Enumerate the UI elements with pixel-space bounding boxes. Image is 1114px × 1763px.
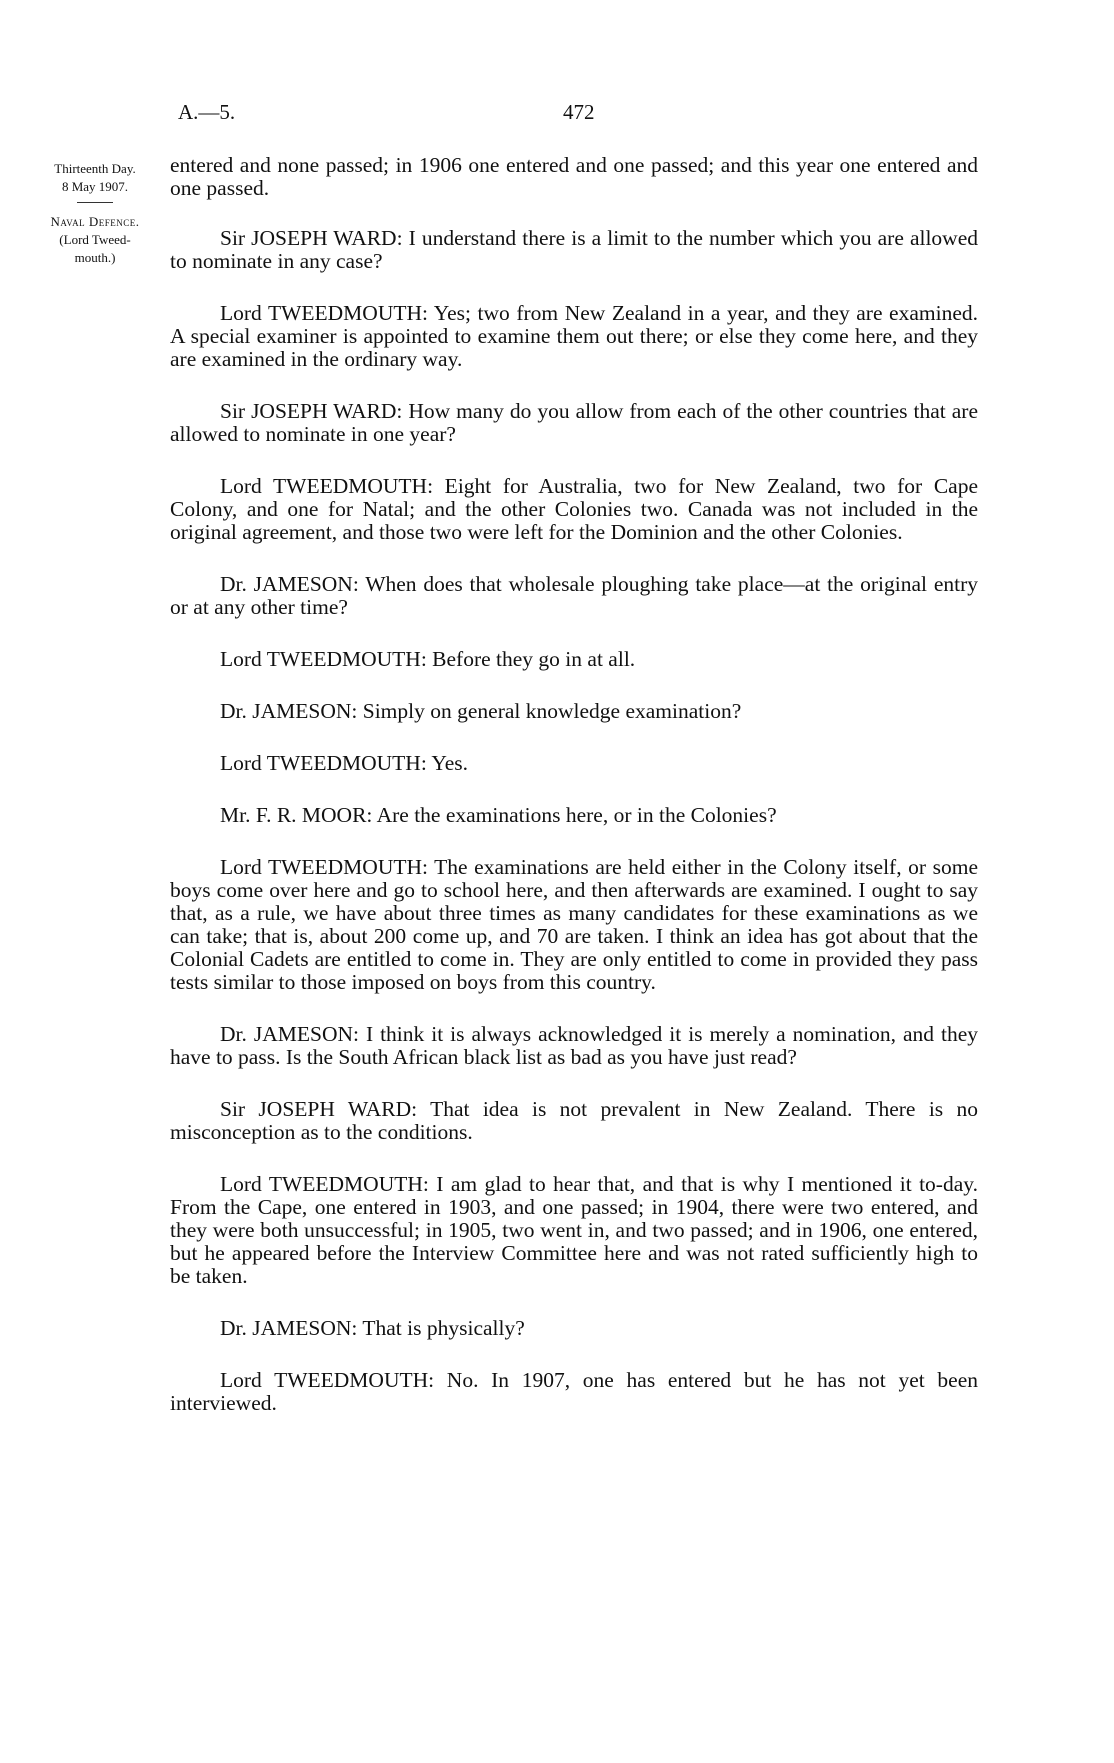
paragraph-tweedmouth-allocation: Lord TWEEDMOUTH: Eight for Australia, two for New Zealand, two for Cape Colony, and one for Natal; and the other Colonies two. Canada was not included in the original agreement, and those two were left for the Dominion and the other Colonies. [170, 474, 978, 544]
paragraph-jameson-ploughing: Dr. JAMESON: When does that wholesale ploughing take place—at the original entry or at any other time? [170, 572, 978, 619]
margin-subject: Naval Defence. [50, 214, 140, 229]
paragraph-tweedmouth-cape: Lord TWEEDMOUTH: I am glad to hear that, and that is why I mentioned it to-day. From the Cape, one entered in 1903, and one passed; in 1904, there were two entered, and they were both unsuccessful; in 1905, two went in, and two passed; and in 1906, one entered, but he appeared before the Interview Committee here and was not rated sufficiently high to be taken. [170, 1172, 978, 1288]
paragraph-moor-examinations: Mr. F. R. MOOR: Are the examinations here, or in the Colonies? [220, 803, 777, 827]
margin-date: 8 May 1907. [61, 179, 129, 194]
paragraph-jameson-physically: Dr. JAMESON: That is physically? [220, 1316, 525, 1340]
paragraph-jameson-general: Dr. JAMESON: Simply on general knowledge examination? [220, 699, 742, 723]
page-header [178, 100, 978, 130]
margin-divider [77, 202, 113, 203]
paragraph-tweedmouth-before: Lord TWEEDMOUTH: Before they go in at all. [220, 647, 636, 671]
paragraph-tweedmouth-examinations: Lord TWEEDMOUTH: The examinations are held either in the Colony itself, or some boys come over here and go to school here, and then afterwards are examined. I ought to say that, as a rule, we have about three times as many candidates for these examinations as we can take; that is, about 200 come up, and 70 are taken. I think an idea has got about that the Colonial Cadets are entitled to come in. They are only entitled to come in provided they pass tests similar to those imposed on boys from this country. [170, 855, 978, 994]
paragraph-jameson-nomination: Dr. JAMESON: I think it is always acknowledged it is merely a nomination, and they have to pass. Is the South African black list as bad as you have just read? [170, 1022, 978, 1069]
page-number: 472 [563, 100, 595, 124]
paragraph-ward-limit: Sir JOSEPH WARD: I understand there is a limit to the number which you are allowed to nominate in any case? [170, 226, 978, 273]
paragraph-ward-prevalent: Sir JOSEPH WARD: That idea is not prevalent in New Zealand. There is no misconception as to the conditions. [170, 1097, 978, 1144]
paragraph-tweedmouth-yes: Lord TWEEDMOUTH: Yes. [220, 751, 469, 775]
paragraph-continuation: entered and none passed; in 1906 one entered and one passed; and this year one entered and one passed. [170, 153, 978, 200]
paragraph-tweedmouth-nz: Lord TWEEDMOUTH: Yes; two from New Zealand in a year, and they are examined. A special examiner is appointed to examine them out there; or else they come here, and they are examined in the ordinary way. [170, 301, 978, 371]
paragraph-ward-each-country: Sir JOSEPH WARD: How many do you allow from each of the other countries that are allowed to nominate in one year? [170, 399, 978, 446]
margin-day: Thirteenth Day. [54, 161, 136, 176]
margin-speaker-line1: (Lord Tweed- [59, 232, 131, 247]
header-reference: A.—5. [178, 100, 236, 124]
body-text [170, 154, 978, 1444]
margin-speaker-line2: mouth.) [74, 250, 116, 265]
paragraph-tweedmouth-1907: Lord TWEEDMOUTH: No. In 1907, one has entered but he has not yet been interviewed. [170, 1368, 978, 1415]
margin-note [30, 160, 160, 267]
